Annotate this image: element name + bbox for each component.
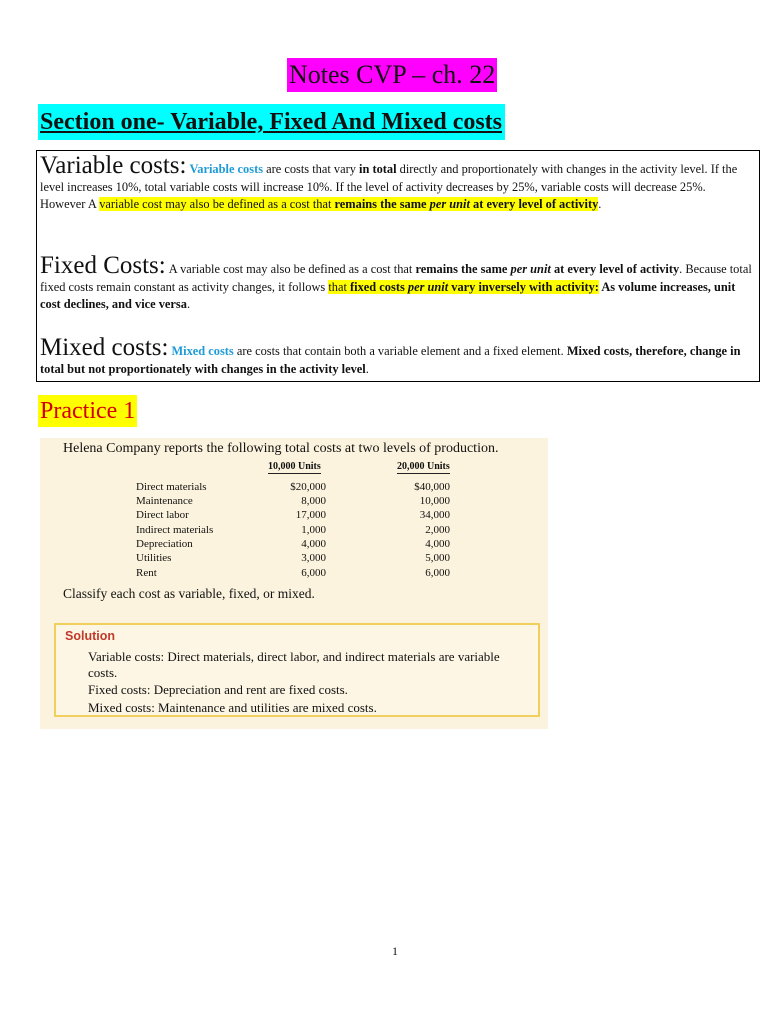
exercise-instruction: Classify each cost as variable, fixed, or mixed. [63, 586, 315, 601]
exercise-intro: Helena Company reports the following total costs at two levels of production. [63, 441, 499, 456]
fixed-costs-definition: Fixed Costs: A variable cost may also be defined as a cost that remains the same per unit at every level of activity. Because total fixed costs remain constant as activity changes, it follows that fixed costs per unit vary inversely with activity: As volume increases, unit cost declines, and vice versa. [40, 252, 752, 311]
solution-fixed: Fixed costs: Depreciation and rent are fixed costs. [88, 682, 348, 697]
table-row: Direct labor 17,000 34,000 [136, 509, 450, 521]
solution-box [54, 623, 540, 717]
table-row: Direct materials $20,000 $40,000 [136, 481, 450, 493]
page-title: Notes CVP – ch. 22 [287, 58, 497, 92]
table-row: Indirect materials 1,000 2,000 [136, 524, 450, 536]
section-heading: Section one- Variable, Fixed And Mixed costs [38, 104, 505, 140]
mixed-costs-definition: Mixed costs: Mixed costs are costs that contain both a variable element and a fixed element. Mixed costs, therefore, change in total but not proportionately with changes in the activity level. [40, 334, 741, 376]
table-row: Depreciation 4,000 4,000 [136, 538, 450, 550]
fixed-costs-term: Fixed Costs: [40, 252, 166, 279]
solution-title: Solution [65, 629, 115, 643]
variable-costs-term: Variable costs: [40, 152, 187, 179]
solution-mixed: Mixed costs: Maintenance and utilities are mixed costs. [88, 700, 377, 715]
variable-costs-definition: Variable costs: Variable costs are costs that vary in total directly and proportionately with changes in the activity level. If the level increases 10%, total variable costs will increase 10%. If the level of activity decreases by 25%, variable costs will decrease 25%. However A variable cost may also be defined as a cost that remains the same per unit at every level of activity. [40, 152, 738, 211]
table-row: Maintenance 8,000 10,000 [136, 495, 450, 507]
solution-variable: Variable costs: Direct materials, direct labor, and indirect materials are variable costs. [88, 649, 500, 680]
practice-exercise [40, 438, 548, 729]
column-header-20000: 20,000 Units [397, 461, 450, 472]
table-row: Rent 6,000 6,000 [136, 567, 450, 579]
definitions-box [36, 150, 760, 382]
practice-heading: Practice 1 [38, 395, 137, 427]
page-number: 1 [392, 944, 398, 958]
table-row: Utilities 3,000 5,000 [136, 552, 450, 564]
column-header-10000: 10,000 Units [268, 461, 321, 472]
mixed-costs-term: Mixed costs: [40, 334, 169, 361]
